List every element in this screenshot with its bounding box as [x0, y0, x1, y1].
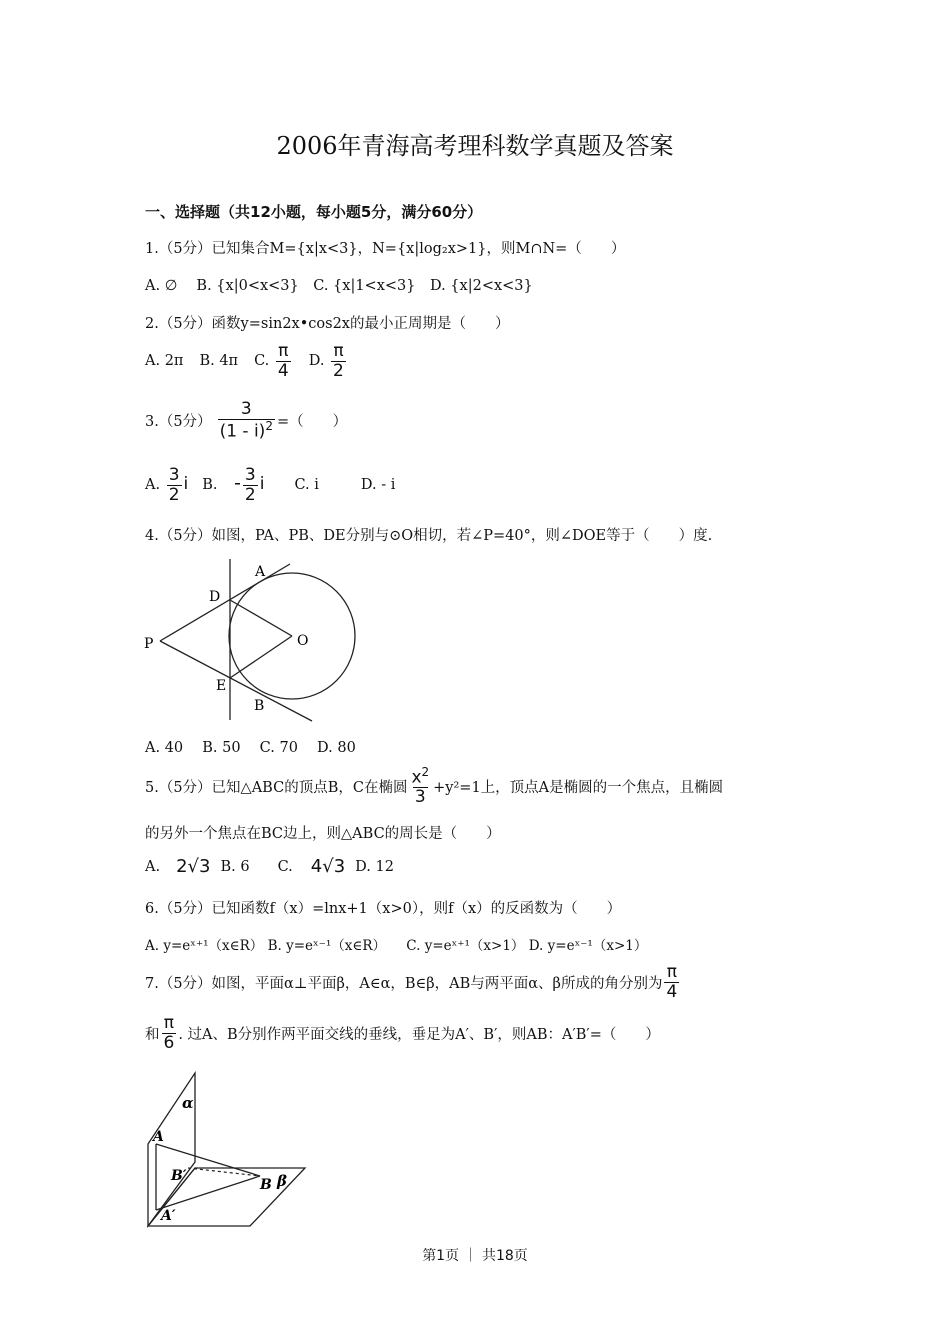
label-a: A [255, 564, 266, 580]
page-footer: 第1页 ｜ 共18页 [422, 1248, 528, 1264]
question-6-options: A. y=eˣ⁺¹（x∈R） B. y=eˣ⁻¹（x∈R） C. y=eˣ⁺¹（x>1） D. y=eˣ⁻¹（x>1） [145, 938, 648, 954]
question-1-options: A. ∅ B. {x|0<x<3} C. {x|1<x<3} D. {x|2<x<3} [145, 278, 533, 294]
label-e: E [216, 678, 227, 694]
q2-option-c: C. $\frac{\pi}{4}$ [254, 341, 289, 381]
question-5-options [145, 856, 394, 877]
q5-option-d: D. 12 [355, 858, 394, 875]
q2-option-b: B. 4π [199, 353, 239, 370]
q2-option-d: D. $\frac{\pi}{2}$ [308, 341, 344, 381]
label-p: P [144, 636, 154, 652]
question-6-stem: 6.（5分）已知函数f（x）=lnx+1（x>0），则f（x）的反函数为（ ） [145, 901, 622, 917]
question-1-stem: 1.（5分）已知集合M={x|x<3}，N={x|log₂x>1}，则M∩N=（ ） [145, 241, 626, 257]
question-5-stem-line2: 的另外一个焦点在BC边上，则△ABC的周长是（ ） [145, 826, 501, 842]
section-heading: 一、选择题（共12小题，每小题5分，满分60分） [145, 203, 483, 221]
page-title: 2006年青海高考理科数学真题及答案 [276, 132, 674, 160]
q5-option-b: B. 6 [220, 858, 250, 875]
q5-option-c-value: 4√3 [310, 856, 346, 877]
q3-option-d: D. - i [360, 477, 396, 494]
question-5-stem: 5.（5分）已知△ABC的顶点B，C在椭圆 $\frac{x^2}{3}$ +y²=1上，顶点A是椭圆的一个焦点，且椭圆 [145, 765, 724, 808]
q2-option-a: A. 2π [145, 353, 184, 370]
q5-option-a: A. [145, 858, 161, 875]
question-3-stem: 3.（5分） $\frac{3}{(1 - i)^2}$ =（ ） [145, 399, 348, 442]
label-b: B [254, 698, 265, 714]
q5-option-a-value: 2√3 [176, 856, 211, 877]
perpendicular-planes-figure [140, 1068, 310, 1230]
label-b-prime: B′ [171, 1168, 187, 1184]
label-o: O [297, 633, 309, 649]
label-beta: β [277, 1172, 287, 1190]
q3-option-a: A. $\frac{3}{2}$ i [145, 465, 189, 505]
question-3-options [145, 466, 395, 504]
q5-option-c: C. [277, 858, 293, 875]
label-a: A [153, 1129, 164, 1145]
question-4-options: A. 40 B. 50 C. 70 D. 80 [145, 740, 356, 756]
label-alpha: α [182, 1094, 194, 1112]
q3-option-c: C. i [294, 477, 319, 494]
q3-option-b: B. - $\frac{3}{2}$ i [202, 465, 265, 505]
label-b: B [260, 1177, 272, 1193]
question-7-stem: 7.（5分）如图，平面α⊥平面β，A∈α，B∈β，AB与两平面α、β所成的角分别为 $\frac{\pi}{4}$ [145, 962, 678, 1002]
label-d: D [209, 589, 221, 605]
label-a-prime: A′ [161, 1208, 176, 1224]
question-7-stem-line2: 和 $\frac{\pi}{6}$ . 过A、B分别作两平面交线的垂线，垂足为A′、B′，则AB：A′B′=（ ） [145, 1013, 660, 1053]
circle-tangent-figure [140, 555, 380, 725]
question-4-stem: 4.（5分）如图，PA、PB、DE分别与⊙O相切，若∠P=40°，则∠DOE等于（ ）度. [145, 528, 713, 544]
question-2-options [145, 342, 348, 380]
question-2-stem: 2.（5分）函数y=sin2x•cos2x的最小正周期是（ ） [145, 316, 510, 332]
